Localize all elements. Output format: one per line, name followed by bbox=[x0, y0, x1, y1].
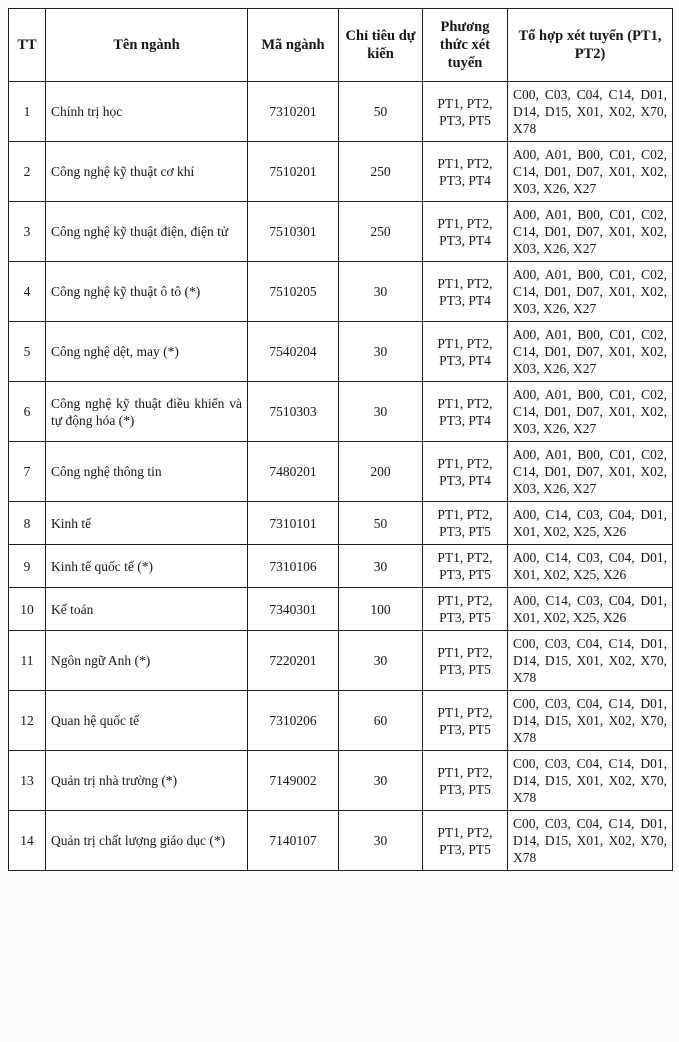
row-number: 1 bbox=[9, 82, 46, 142]
subject-combinations: A00, C14, C03, C04, D01, X01, X02, X25, X26 bbox=[508, 588, 673, 631]
admission-methods: PT1, PT2, PT3, PT5 bbox=[423, 631, 508, 691]
row-number: 4 bbox=[9, 262, 46, 322]
expected-quota: 30 bbox=[339, 751, 423, 811]
row-number: 5 bbox=[9, 322, 46, 382]
major-name: Công nghệ kỹ thuật điều khiển và tự động hóa (*) bbox=[46, 382, 248, 442]
row-number: 2 bbox=[9, 142, 46, 202]
expected-quota: 200 bbox=[339, 442, 423, 502]
subject-combinations: A00, A01, B00, C01, C02, C14, D01, D07, X01, X02, X03, X26, X27 bbox=[508, 202, 673, 262]
major-code: 7510303 bbox=[248, 382, 339, 442]
table-row bbox=[9, 82, 673, 142]
admission-methods: PT1, PT2, PT3, PT4 bbox=[423, 142, 508, 202]
major-name: Công nghệ thông tin bbox=[46, 442, 248, 502]
major-code: 7510301 bbox=[248, 202, 339, 262]
table-row bbox=[9, 202, 673, 262]
header-combos: Tổ hợp xét tuyển (PT1, PT2) bbox=[508, 9, 673, 82]
major-name: Công nghệ kỹ thuật ô tô (*) bbox=[46, 262, 248, 322]
table-row bbox=[9, 631, 673, 691]
header-method: Phương thức xét tuyển bbox=[423, 9, 508, 82]
table-row bbox=[9, 811, 673, 871]
row-number: 10 bbox=[9, 588, 46, 631]
major-code: 7310206 bbox=[248, 691, 339, 751]
expected-quota: 50 bbox=[339, 502, 423, 545]
admission-methods: PT1, PT2, PT3, PT5 bbox=[423, 751, 508, 811]
major-code: 7310106 bbox=[248, 545, 339, 588]
subject-combinations: A00, C14, C03, C04, D01, X01, X02, X25, X26 bbox=[508, 502, 673, 545]
table-row bbox=[9, 382, 673, 442]
header-code: Mã ngành bbox=[248, 9, 339, 82]
row-number: 6 bbox=[9, 382, 46, 442]
major-code: 7540204 bbox=[248, 322, 339, 382]
expected-quota: 30 bbox=[339, 545, 423, 588]
admission-methods: PT1, PT2, PT3, PT4 bbox=[423, 202, 508, 262]
subject-combinations: C00, C03, C04, C14, D01, D14, D15, X01, X02, X70, X78 bbox=[508, 631, 673, 691]
admission-methods: PT1, PT2, PT3, PT5 bbox=[423, 545, 508, 588]
major-name: Kinh tế quốc tế (*) bbox=[46, 545, 248, 588]
expected-quota: 250 bbox=[339, 142, 423, 202]
admission-methods: PT1, PT2, PT3, PT4 bbox=[423, 382, 508, 442]
admission-methods: PT1, PT2, PT3, PT5 bbox=[423, 502, 508, 545]
major-code: 7140107 bbox=[248, 811, 339, 871]
major-code: 7510201 bbox=[248, 142, 339, 202]
header-row bbox=[9, 9, 673, 82]
admission-methods: PT1, PT2, PT3, PT5 bbox=[423, 691, 508, 751]
expected-quota: 30 bbox=[339, 322, 423, 382]
expected-quota: 30 bbox=[339, 262, 423, 322]
subject-combinations: A00, A01, B00, C01, C02, C14, D01, D07, X01, X02, X03, X26, X27 bbox=[508, 262, 673, 322]
major-code: 7310101 bbox=[248, 502, 339, 545]
major-code: 7149002 bbox=[248, 751, 339, 811]
subject-combinations: A00, A01, B00, C01, C02, C14, D01, D07, X01, X02, X03, X26, X27 bbox=[508, 322, 673, 382]
major-code: 7480201 bbox=[248, 442, 339, 502]
admission-methods: PT1, PT2, PT3, PT4 bbox=[423, 442, 508, 502]
row-number: 9 bbox=[9, 545, 46, 588]
admissions-table bbox=[8, 8, 673, 871]
subject-combinations: A00, A01, B00, C01, C02, C14, D01, D07, X01, X02, X03, X26, X27 bbox=[508, 382, 673, 442]
major-name: Quản trị chất lượng giáo dục (*) bbox=[46, 811, 248, 871]
admission-methods: PT1, PT2, PT3, PT5 bbox=[423, 811, 508, 871]
major-name: Công nghệ kỹ thuật cơ khí bbox=[46, 142, 248, 202]
major-code: 7220201 bbox=[248, 631, 339, 691]
admission-methods: PT1, PT2, PT3, PT4 bbox=[423, 262, 508, 322]
table-row bbox=[9, 502, 673, 545]
major-name: Công nghệ dệt, may (*) bbox=[46, 322, 248, 382]
table-row bbox=[9, 262, 673, 322]
table-row bbox=[9, 545, 673, 588]
row-number: 12 bbox=[9, 691, 46, 751]
row-number: 13 bbox=[9, 751, 46, 811]
expected-quota: 60 bbox=[339, 691, 423, 751]
table-row bbox=[9, 142, 673, 202]
major-name: Ngôn ngữ Anh (*) bbox=[46, 631, 248, 691]
row-number: 3 bbox=[9, 202, 46, 262]
subject-combinations: C00, C03, C04, C14, D01, D14, D15, X01, X02, X70, X78 bbox=[508, 751, 673, 811]
table-row bbox=[9, 588, 673, 631]
expected-quota: 30 bbox=[339, 382, 423, 442]
major-name: Công nghệ kỹ thuật điện, điện tử bbox=[46, 202, 248, 262]
table-row bbox=[9, 442, 673, 502]
row-number: 11 bbox=[9, 631, 46, 691]
major-name: Quan hệ quốc tế bbox=[46, 691, 248, 751]
major-name: Kế toán bbox=[46, 588, 248, 631]
expected-quota: 250 bbox=[339, 202, 423, 262]
major-code: 7310201 bbox=[248, 82, 339, 142]
header-tt: TT bbox=[9, 9, 46, 82]
subject-combinations: C00, C03, C04, C14, D01, D14, D15, X01, X02, X70, X78 bbox=[508, 691, 673, 751]
major-code: 7510205 bbox=[248, 262, 339, 322]
major-name: Quản trị nhà trường (*) bbox=[46, 751, 248, 811]
expected-quota: 30 bbox=[339, 811, 423, 871]
major-name: Kinh tế bbox=[46, 502, 248, 545]
subject-combinations: A00, A01, B00, C01, C02, C14, D01, D07, X01, X02, X03, X26, X27 bbox=[508, 142, 673, 202]
subject-combinations: C00, C03, C04, C14, D01, D14, D15, X01, X02, X70, X78 bbox=[508, 811, 673, 871]
table-row bbox=[9, 751, 673, 811]
admission-methods: PT1, PT2, PT3, PT5 bbox=[423, 82, 508, 142]
row-number: 7 bbox=[9, 442, 46, 502]
header-quota: Chỉ tiêu dự kiến bbox=[339, 9, 423, 82]
major-code: 7340301 bbox=[248, 588, 339, 631]
expected-quota: 30 bbox=[339, 631, 423, 691]
major-name: Chính trị học bbox=[46, 82, 248, 142]
expected-quota: 50 bbox=[339, 82, 423, 142]
subject-combinations: A00, A01, B00, C01, C02, C14, D01, D07, X01, X02, X03, X26, X27 bbox=[508, 442, 673, 502]
table-row bbox=[9, 691, 673, 751]
row-number: 8 bbox=[9, 502, 46, 545]
header-name: Tên ngành bbox=[46, 9, 248, 82]
row-number: 14 bbox=[9, 811, 46, 871]
subject-combinations: A00, C14, C03, C04, D01, X01, X02, X25, X26 bbox=[508, 545, 673, 588]
admission-methods: PT1, PT2, PT3, PT4 bbox=[423, 322, 508, 382]
expected-quota: 100 bbox=[339, 588, 423, 631]
table-row bbox=[9, 322, 673, 382]
admission-methods: PT1, PT2, PT3, PT5 bbox=[423, 588, 508, 631]
subject-combinations: C00, C03, C04, C14, D01, D14, D15, X01, X02, X70, X78 bbox=[508, 82, 673, 142]
